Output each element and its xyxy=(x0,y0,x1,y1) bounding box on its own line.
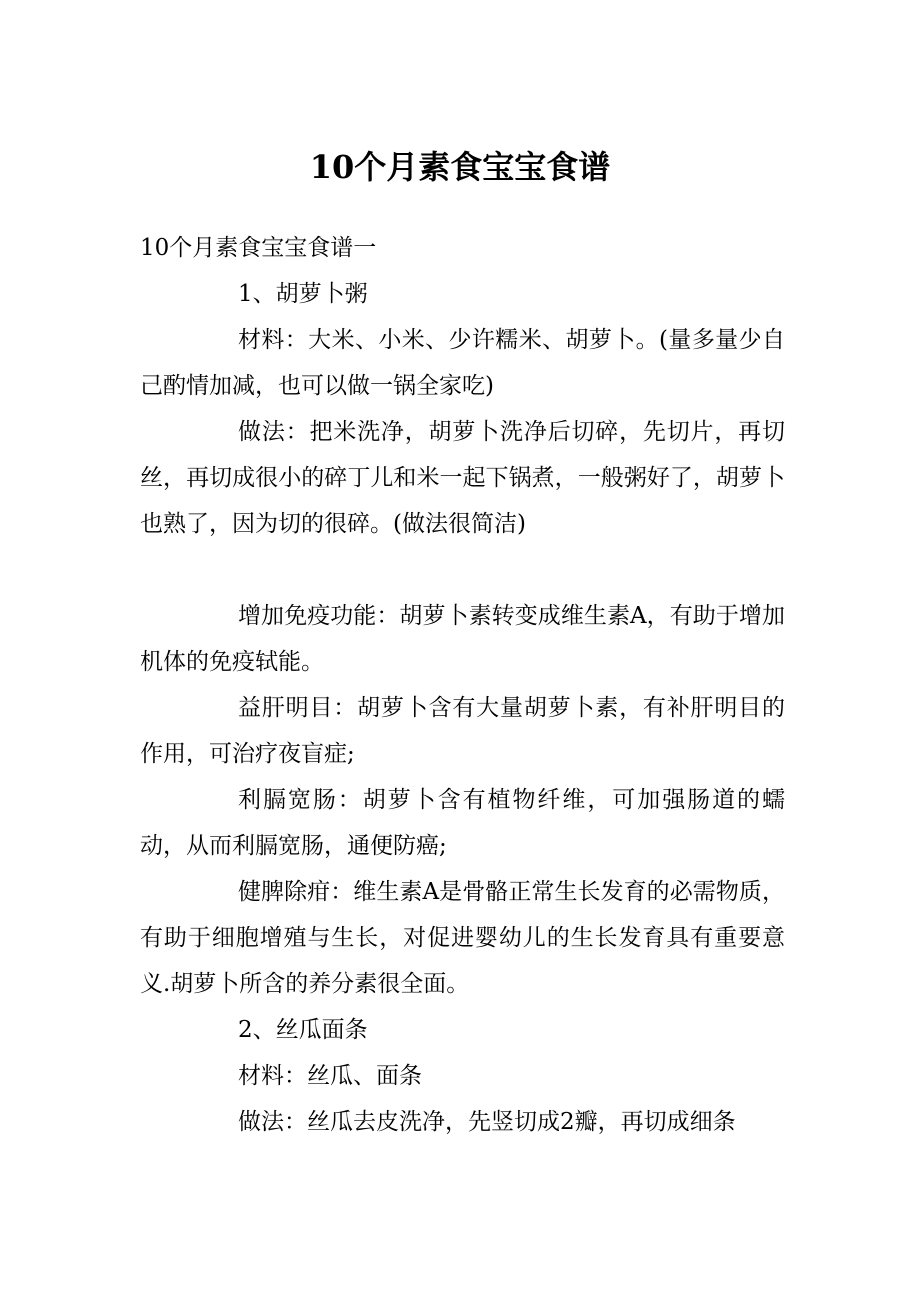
recipe1-method: 做法：把米洗净，胡萝卜洗净后切碎，先切片，再切丝，再切成很小的碎丁儿和米一起下锅煮，一般粥好了，胡萝卜也熟了，因为切的很碎。(做法很简洁) xyxy=(140,419,785,537)
paragraph-gap xyxy=(140,547,785,593)
recipe1-benefit-immunity: 增加免疫功能：胡萝卜素转变成维生素A，有助于增加机体的免疫轼能。 xyxy=(140,603,785,675)
recipe1-benefit-spleen: 健脾除疳：维生素A是骨骼正常生长发育的必需物质，有助于细胞增殖与生长，对促进婴幼儿的生长发育具有重要意义.胡萝卜所含的养分素很全面。 xyxy=(140,879,785,997)
recipe1-benefit-bowel: 利膈宽肠：胡萝卜含有植物纤维，可加强肠道的蠕动，从而利膈宽肠，通便防癌; xyxy=(140,787,785,859)
document-body xyxy=(140,225,785,1145)
recipe2-method: 做法：丝瓜去皮洗净，先竖切成2瓣，再切成细条 xyxy=(238,1109,736,1135)
recipe2-name: 2、丝瓜面条 xyxy=(238,1017,368,1043)
section-heading: 10个月素食宝宝食谱一 xyxy=(140,235,377,261)
recipe1-ingredients: 材料：大米、小米、少许糯米、胡萝卜。(量多量少自己酌情加减，也可以做一锅全家吃) xyxy=(140,327,785,399)
recipe2-ingredients: 材料：丝瓜、面条 xyxy=(238,1063,422,1089)
recipe1-name: 1、胡萝卜粥 xyxy=(238,281,368,307)
document-title: 10个月素食宝宝食谱 xyxy=(309,148,611,186)
recipe1-benefit-liver: 益肝明目：胡萝卜含有大量胡萝卜素，有补肝明目的作用，可治疗夜盲症; xyxy=(140,695,785,767)
